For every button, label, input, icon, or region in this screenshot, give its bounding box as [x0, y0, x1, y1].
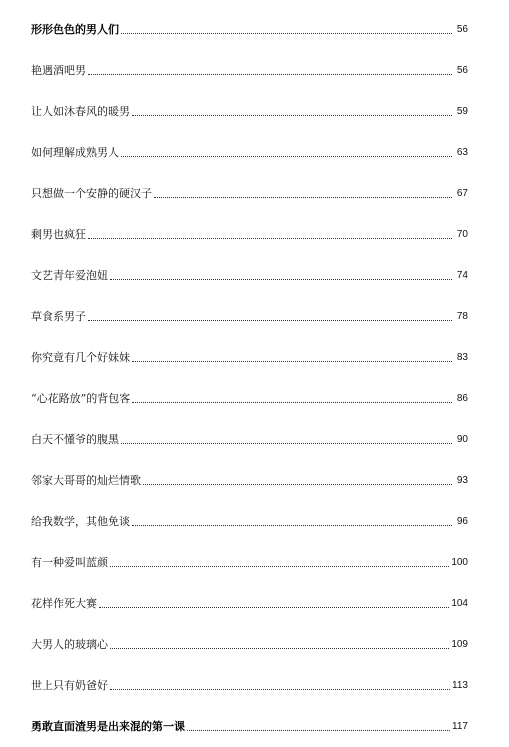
toc-entry-title: 艳遇酒吧男 [31, 64, 86, 77]
toc-page-number: 96 [456, 516, 468, 527]
toc-entry[interactable] [31, 447, 468, 488]
toc-entry-title: 白天不懂爷的腹黑 [31, 433, 119, 446]
toc-page-number: 100 [451, 557, 468, 568]
toc-page-number: 78 [456, 311, 468, 322]
toc-page-number: 113 [452, 680, 468, 691]
toc-entry[interactable] [31, 693, 468, 734]
toc-dot-leader [88, 319, 452, 321]
toc-dot-leader [132, 360, 452, 362]
toc-entry[interactable] [31, 365, 468, 406]
toc-dot-leader [121, 32, 452, 34]
toc-page-number: 83 [456, 352, 468, 363]
toc-entry-title: 文艺青年爱泡妞 [31, 269, 108, 282]
toc-entry[interactable] [31, 406, 468, 447]
toc-page-number: 56 [456, 65, 468, 76]
toc-entry[interactable] [31, 78, 468, 119]
toc-entry[interactable] [31, 160, 468, 201]
toc-dot-leader [121, 442, 452, 444]
toc-dot-leader [143, 483, 452, 485]
toc-entry-title: 如何理解成熟男人 [31, 146, 119, 159]
toc-dot-leader [132, 401, 452, 403]
toc-entry[interactable] [31, 652, 468, 693]
toc-dot-leader [88, 73, 452, 75]
toc-entry[interactable] [31, 242, 468, 283]
toc-entry-title: 大男人的玻璃心 [31, 638, 108, 651]
toc-entry-title: 让人如沐春风的暖男 [31, 105, 130, 118]
toc-entry-title: 你究竟有几个好妹妹 [31, 351, 130, 364]
toc-entry[interactable] [31, 119, 468, 160]
toc-entry-title: 形形色色的男人们 [31, 23, 119, 36]
toc-entry-title: 只想做一个安静的硬汉子 [31, 187, 152, 200]
toc-dot-leader [132, 114, 452, 116]
toc-entry-title: 有一种爱叫蓝颜 [31, 556, 108, 569]
toc-entry[interactable] [31, 19, 468, 37]
toc-entry-title: 世上只有奶爸好 [31, 679, 108, 692]
toc-page-number: 59 [456, 106, 468, 117]
toc-page-number: 90 [456, 434, 468, 445]
toc-entry[interactable] [31, 201, 468, 242]
toc-dot-leader [187, 729, 450, 731]
toc-entry[interactable] [31, 611, 468, 652]
toc-entry-title: “心花路放”的背包客 [31, 392, 131, 405]
toc-dot-leader [110, 565, 449, 567]
toc-page-number: 104 [451, 598, 468, 609]
toc-page-number: 74 [456, 270, 468, 281]
toc-dot-leader [110, 278, 452, 280]
toc-entry[interactable] [31, 283, 468, 324]
toc-page-number: 109 [451, 639, 468, 650]
table-of-contents [31, 19, 468, 734]
toc-dot-leader [88, 237, 452, 239]
toc-entry-title: 勇敢直面渣男是出来混的第一课 [31, 720, 185, 733]
toc-page-number: 93 [456, 475, 468, 486]
toc-entry[interactable] [31, 37, 468, 78]
toc-page-number: 117 [452, 721, 468, 732]
toc-entry-title: 花样作死大赛 [31, 597, 97, 610]
toc-dot-leader [154, 196, 452, 198]
toc-entry-title: 邻家大哥哥的灿烂情歌 [31, 474, 141, 487]
toc-entry-title: 草食系男子 [31, 310, 86, 323]
toc-page-number: 70 [456, 229, 468, 240]
toc-entry-title: 剩男也疯狂 [31, 228, 86, 241]
toc-entry[interactable] [31, 488, 468, 529]
toc-page-number: 56 [456, 24, 468, 35]
toc-dot-leader [121, 155, 452, 157]
toc-entry[interactable] [31, 529, 468, 570]
toc-dot-leader [99, 606, 449, 608]
toc-entry[interactable] [31, 570, 468, 611]
toc-dot-leader [132, 524, 452, 526]
toc-page-number: 63 [456, 147, 468, 158]
toc-dot-leader [110, 688, 450, 690]
toc-entry-title: 给我数学，其他免谈 [31, 515, 130, 528]
toc-dot-leader [110, 647, 449, 649]
toc-page-number: 67 [456, 188, 468, 199]
toc-page-number: 86 [456, 393, 468, 404]
toc-entry[interactable] [31, 324, 468, 365]
